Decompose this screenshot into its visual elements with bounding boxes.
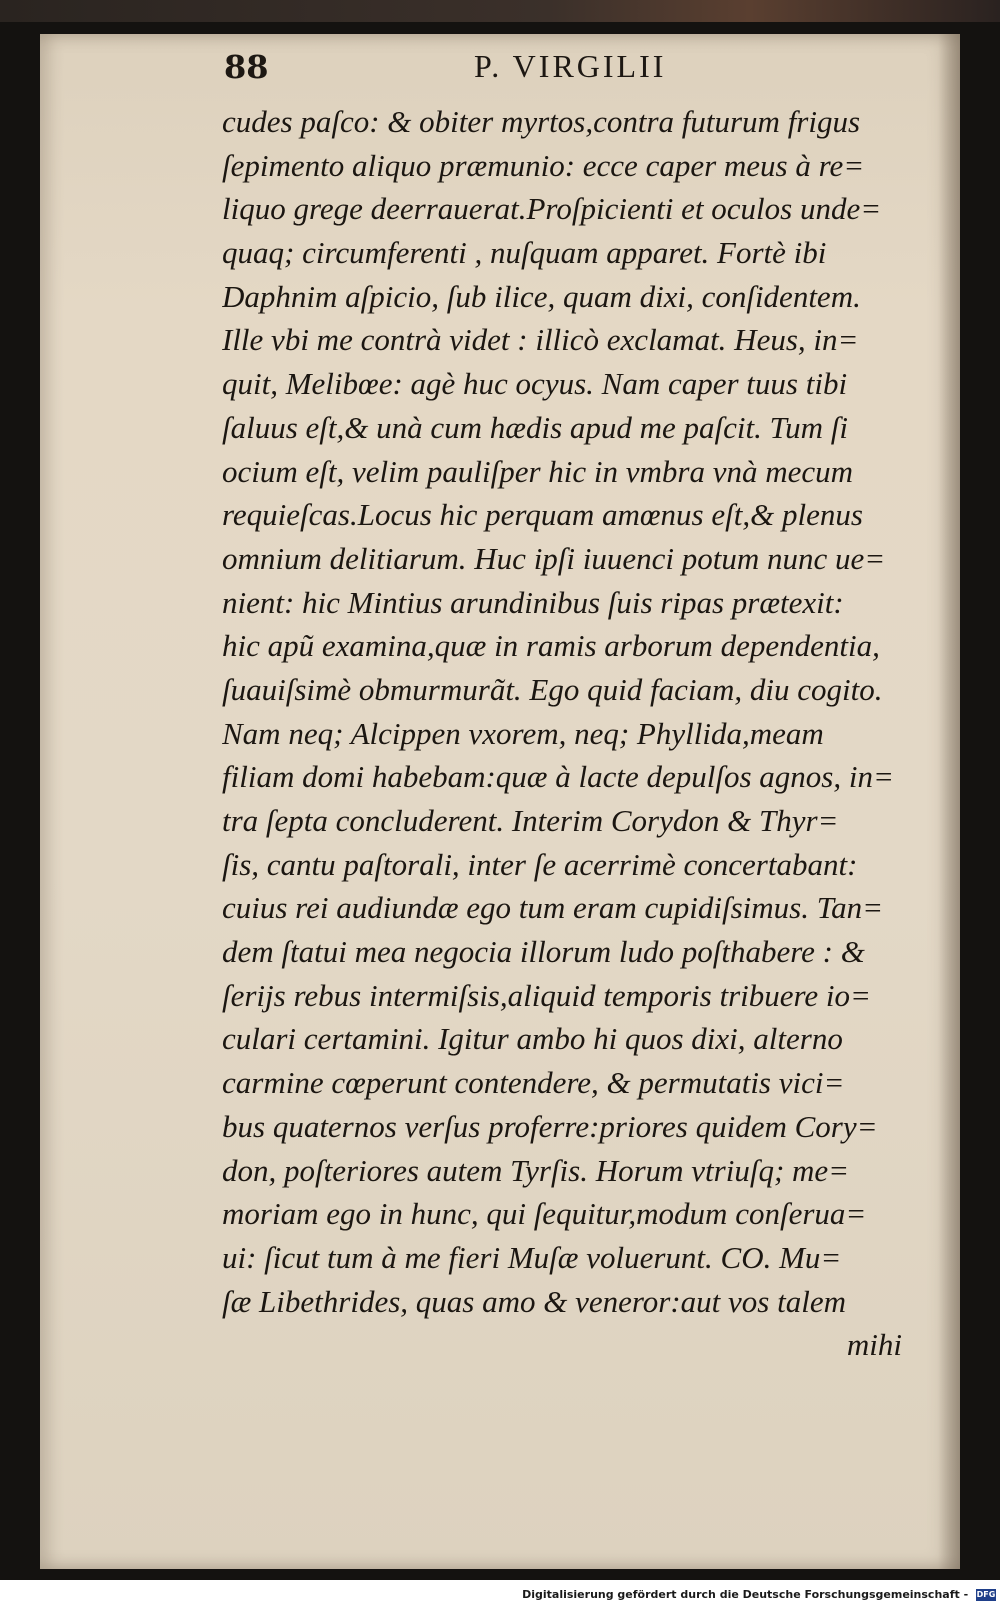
text-line: ſaluus eſt,& unà cum hædis apud me paſcit. Tum ſi [222, 409, 849, 445]
text-line: quaq; circumferenti , nuſquam apparet. Fortè ibi [222, 235, 827, 271]
text-line: ſerijs rebus intermiſsis,aliquid temporis tribuere io= [222, 977, 871, 1013]
text-line: omnium delitiarum. Huc ipſi iuuenci potum nunc ue= [222, 540, 886, 576]
text-line: Daphnim aſpicio, ſub ilice, quam dixi, conſidentem. [222, 278, 861, 314]
text-line: ſuauiſsimè obmurmurãt. Ego quid faciam, diu cogito. [222, 671, 883, 707]
text-line: dem ſtatui mea negocia illorum ludo poſthabere : & [222, 934, 865, 970]
text-line: cuius rei audiundæ ego tum eram cupidiſsimus. Tan= [222, 890, 884, 926]
running-head: P. VIRGILII [474, 48, 667, 84]
text-line: Nam neq; Alcippen vxorem, neq; Phyllida,meam [222, 715, 824, 751]
catchword: mihi [846, 1327, 902, 1363]
text-line: ui: ſicut tum à me fieri Muſæ voluerunt. CO. Mu= [222, 1239, 842, 1275]
text-line: ſæ Libethrides, quas amo & veneror:aut vos talem [222, 1283, 846, 1319]
page-gutter-shadow [938, 34, 960, 1569]
digitization-credit [0, 1583, 996, 1607]
text-line: culari certamini. Igitur ambo hi quos dixi, alterno [222, 1021, 843, 1057]
text-line: don, poſteriores autem Tyrſis. Horum vtriuſq; me= [222, 1152, 850, 1188]
text-line: ſis, cantu paſtorali, inter ſe acerrimè concertabant: [222, 846, 858, 882]
body-text [222, 100, 910, 1367]
text-line: tra ſepta concluderent. Interim Corydon & Thyr= [222, 803, 839, 838]
text-line: filiam domi habebam:quæ à lacte depulſos agnos, in= [222, 759, 894, 795]
dfg-logo: DFG [976, 1590, 996, 1599]
text-line: carmine cœperunt contendere, & permutatis vici= [222, 1065, 845, 1101]
page-header [224, 48, 784, 96]
book-top-edge [0, 0, 1000, 22]
text-line: ocium eſt, velim pauliſper hic in vmbra vnà mecum [222, 453, 854, 489]
text-line: nient: hic Mintius arundinibus ſuis ripas prætexit: [222, 584, 844, 620]
text-line: ſepimento aliquo præmunio: ecce caper meus à re= [222, 147, 865, 183]
text-line: moriam ego in hunc, qui ſequitur,modum conſerua= [222, 1196, 867, 1232]
text-line: quit, Melibœe: agè huc ocyus. Nam caper tuus tibi [222, 366, 848, 402]
text-line: Ille vbi me contrà videt : illicò exclamat. Heus, in= [222, 322, 859, 358]
text-line: bus quaternos verſus proferre:priores quidem Cory= [222, 1108, 878, 1144]
text-line: hic apũ examina,quæ in ramis arborum dependentia, [222, 628, 880, 664]
page-number: 88 [224, 48, 269, 86]
text-line: liquo grege deerrauerat.Proſpicienti et oculos unde= [222, 191, 882, 227]
credit-text: Digitalisierung gefördert durch die Deutsche Forschungsgemeinschaft - [522, 1588, 969, 1601]
text-line: cudes paſco: & obiter myrtos,contra futurum frigus [222, 104, 861, 139]
text-line: requieſcas.Locus hic perquam amœnus eſt,& plenus [222, 497, 863, 533]
